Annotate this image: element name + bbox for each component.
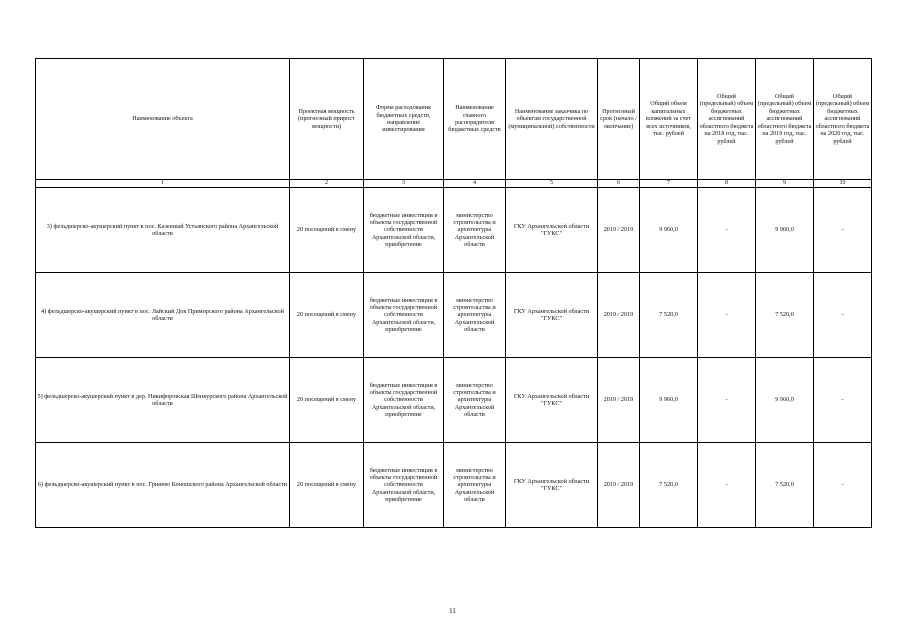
table-row xyxy=(36,443,872,528)
budget-manager-cell: министерство строительства и архитектуры Архангельской области xyxy=(444,273,506,358)
customer-cell: ГКУ Архангельской области "ГУКС" xyxy=(506,358,598,443)
investment-table xyxy=(35,58,872,528)
budget-2019-cell: 9 960,0 xyxy=(756,188,814,273)
budget-2019-cell: 9 960,0 xyxy=(756,358,814,443)
table-row xyxy=(36,273,872,358)
budget-manager-cell: министерство строительства и архитектуры Архангельской области xyxy=(444,188,506,273)
total-investment-cell: 9 960,0 xyxy=(640,358,698,443)
header-budget-2020: Общий (предельный) объем бюджетных ассигнований областного бюджета на 2020 год, тыс. рублей xyxy=(814,59,872,180)
budget-2018-cell: - xyxy=(698,443,756,528)
header-term: Прогнозный срок (начало / окончание) xyxy=(598,59,640,180)
column-number: 3 xyxy=(364,180,444,188)
column-number: 1 xyxy=(36,180,290,188)
budget-2018-cell: - xyxy=(698,358,756,443)
total-investment-cell: 9 960,0 xyxy=(640,188,698,273)
capacity-cell: 20 посещений в смену xyxy=(290,358,364,443)
customer-cell: ГКУ Архангельской области "ГУКС" xyxy=(506,443,598,528)
budget-2019-cell: 7 520,0 xyxy=(756,443,814,528)
column-number: 2 xyxy=(290,180,364,188)
header-budget-2018: Общий (предельный) объем бюджетных ассигнований областного бюджета на 2018 год, тыс. рублей xyxy=(698,59,756,180)
capacity-cell: 20 посещений в смену xyxy=(290,273,364,358)
column-number: 4 xyxy=(444,180,506,188)
customer-cell: ГКУ Архангельской области "ГУКС" xyxy=(506,188,598,273)
table-row xyxy=(36,188,872,273)
page-number: 11 xyxy=(449,607,456,615)
object-name-cell: 4) фельдшерско-акушерский пункт в пос. Лайский Док Приморского района Архангельской области xyxy=(36,273,290,358)
capacity-cell: 20 посещений в смену xyxy=(290,443,364,528)
spending-form-cell: бюджетные инвестиции в объекты государственной собственности Архангельской области, приобретение xyxy=(364,443,444,528)
spending-form-cell: бюджетные инвестиции в объекты государственной собственности Архангельской области, приобретение xyxy=(364,188,444,273)
term-cell: 2019 / 2019 xyxy=(598,358,640,443)
total-investment-cell: 7 520,0 xyxy=(640,273,698,358)
header-budget-manager: Наименование главного распорядителя бюджетных средств xyxy=(444,59,506,180)
budget-2018-cell: - xyxy=(698,273,756,358)
budget-2018-cell: - xyxy=(698,188,756,273)
header-total-investment: Общий объем капитальных вложений за счет всех источников, тыс. рублей xyxy=(640,59,698,180)
term-cell: 2019 / 2019 xyxy=(598,273,640,358)
table-header-row xyxy=(36,59,872,180)
header-customer: Наименование заказчика по объектам государственной (муниципальной) собственности xyxy=(506,59,598,180)
capacity-cell: 20 посещений в смену xyxy=(290,188,364,273)
column-number: 6 xyxy=(598,180,640,188)
object-name-cell: 3) фельдшерско-акушерский пункт в пос. Казенный Устьянского района Архангельской области xyxy=(36,188,290,273)
budget-manager-cell: министерство строительства и архитектуры Архангельской области xyxy=(444,443,506,528)
column-number: 7 xyxy=(640,180,698,188)
object-name-cell: 5) фельдшерско-акушерский пункт в дер. Никифоровская Шенкурского района Архангельской области xyxy=(36,358,290,443)
object-name-cell: 6) фельдшерско-акушерский пункт в пос. Гринево Коношского района Архангельской области xyxy=(36,443,290,528)
budget-2019-cell: 7 520,0 xyxy=(756,273,814,358)
budget-2020-cell: - xyxy=(814,188,872,273)
column-number: 5 xyxy=(506,180,598,188)
header-spending-form: Форма расходования бюджетных средств, направление инвестирования xyxy=(364,59,444,180)
table-row xyxy=(36,358,872,443)
budget-2020-cell: - xyxy=(814,443,872,528)
budget-2020-cell: - xyxy=(814,273,872,358)
column-number-row xyxy=(36,180,872,188)
budget-manager-cell: министерство строительства и архитектуры Архангельской области xyxy=(444,358,506,443)
column-number: 8 xyxy=(698,180,756,188)
header-capacity: Проектная мощность (прогнозный прирост мощности) xyxy=(290,59,364,180)
header-budget-2019: Общий (предельный) объем бюджетных ассигнований областного бюджета на 2019 год, тыс. рублей xyxy=(756,59,814,180)
customer-cell: ГКУ Архангельской области "ГУКС" xyxy=(506,273,598,358)
spending-form-cell: бюджетные инвестиции в объекты государственной собственности Архангельской области, приобретение xyxy=(364,273,444,358)
column-number: 9 xyxy=(756,180,814,188)
total-investment-cell: 7 520,0 xyxy=(640,443,698,528)
spending-form-cell: бюджетные инвестиции в объекты государственной собственности Архангельской области, приобретение xyxy=(364,358,444,443)
term-cell: 2019 / 2019 xyxy=(598,443,640,528)
header-object-name: Наименование объекта xyxy=(36,59,290,180)
term-cell: 2019 / 2019 xyxy=(598,188,640,273)
column-number: 10 xyxy=(814,180,872,188)
budget-2020-cell: - xyxy=(814,358,872,443)
